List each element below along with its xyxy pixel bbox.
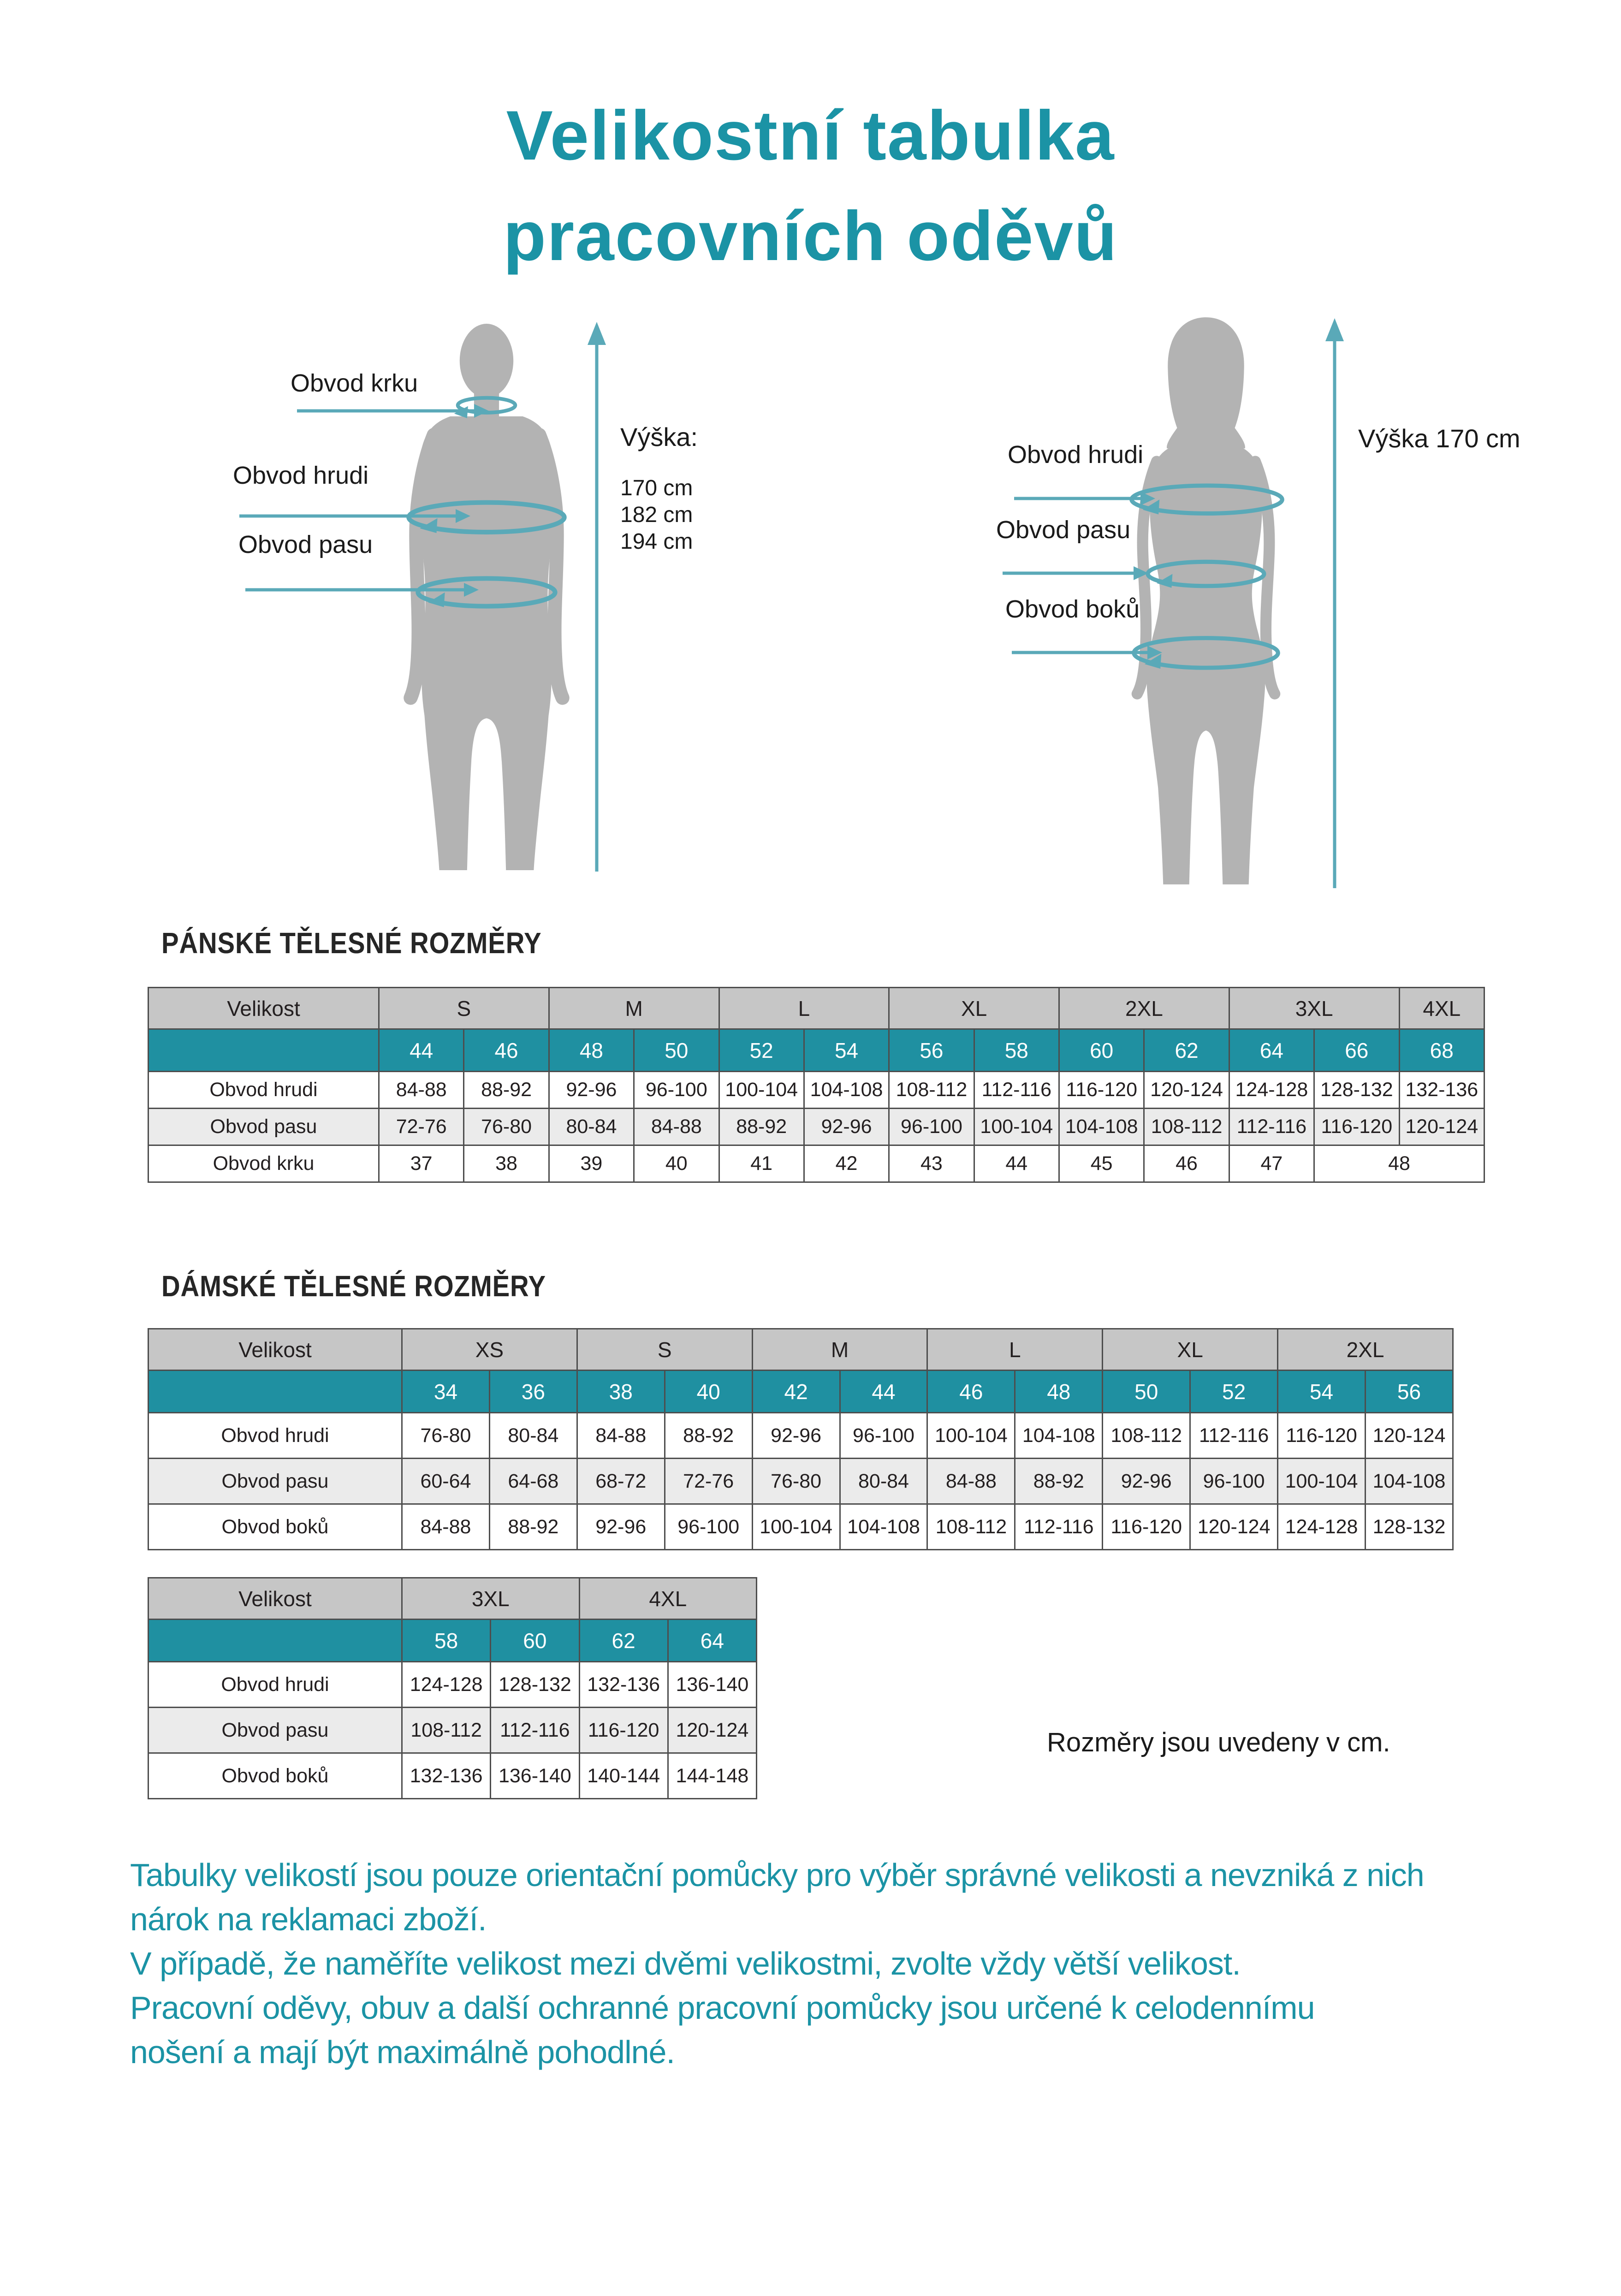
- size-number-cell: 48: [1015, 1370, 1103, 1413]
- size-number-cell: 64: [1229, 1029, 1314, 1072]
- size-group-cell: XL: [889, 988, 1059, 1029]
- measurement-value-cell: 144-148: [668, 1753, 756, 1799]
- size-number-cell: 56: [1365, 1370, 1453, 1413]
- measurement-value-cell: 41: [719, 1145, 804, 1182]
- measurement-value-cell: 92-96: [577, 1504, 665, 1550]
- measurement-value-cell: 120-124: [1190, 1504, 1278, 1550]
- measurement-row: [148, 1708, 757, 1753]
- size-corner-cell: Velikost: [148, 988, 379, 1029]
- male-height-arrow-icon: [582, 321, 612, 872]
- measurement-row: [148, 1145, 1484, 1182]
- female-height-arrow-icon: [1320, 317, 1349, 889]
- female-waist-arrow-icon: [1002, 564, 1149, 581]
- measurement-value-cell: 132-136: [1399, 1072, 1484, 1109]
- measurement-value-cell: 104-108: [1365, 1459, 1453, 1504]
- measurement-value-cell: 108-112: [927, 1504, 1015, 1550]
- measurement-value-cell: 128-132: [491, 1662, 579, 1708]
- size-number-cell: 34: [402, 1370, 490, 1413]
- female-waist-label: Obvod pasu: [996, 516, 1131, 544]
- measurement-value-cell: 116-120: [1059, 1072, 1144, 1109]
- measurement-value-cell: 116-120: [1314, 1109, 1399, 1145]
- measurement-value-cell: 124-128: [402, 1662, 491, 1708]
- measurement-value-cell: 132-136: [579, 1662, 668, 1708]
- mens-section-heading: PÁNSKÉ TĚLESNÉ ROZMĚRY: [161, 926, 542, 960]
- size-number-cell: 62: [579, 1620, 668, 1662]
- measurement-value-cell: 112-116: [974, 1072, 1059, 1109]
- measurement-row-label: Obvod hrudi: [148, 1072, 379, 1109]
- page-title: [0, 85, 1621, 286]
- page-title-line1: Velikostní tabulka: [506, 96, 1115, 175]
- measurement-row-label: Obvod boků: [148, 1504, 402, 1550]
- measurement-value-cell: 100-104: [1278, 1459, 1366, 1504]
- size-number-cell: 52: [1190, 1370, 1278, 1413]
- measurement-value-cell: 128-132: [1365, 1504, 1453, 1550]
- measurement-value-cell: 116-120: [1103, 1504, 1190, 1550]
- measurement-value-cell: 92-96: [1103, 1459, 1190, 1504]
- size-group-row: [148, 1329, 1453, 1370]
- size-number-cell: 62: [1144, 1029, 1229, 1072]
- measurement-row: [148, 1109, 1484, 1145]
- size-number-cell: 66: [1314, 1029, 1399, 1072]
- female-height-title: Výška 170 cm: [1358, 424, 1520, 453]
- measurement-value-cell: 72-76: [379, 1109, 464, 1145]
- measurement-row: [148, 1459, 1453, 1504]
- size-number-cell: 58: [974, 1029, 1059, 1072]
- size-group-cell: XS: [402, 1329, 577, 1370]
- page-title-line2: pracovních oděvů: [503, 197, 1118, 275]
- measurement-value-cell: 96-100: [665, 1504, 752, 1550]
- measurement-row: [148, 1413, 1453, 1459]
- female-chest-label: Obvod hrudi: [1008, 441, 1144, 469]
- measurement-value-cell: 112-116: [491, 1708, 579, 1753]
- male-height-value-1: 170 cm: [620, 476, 693, 500]
- measurement-value-cell: 100-104: [927, 1413, 1015, 1459]
- size-number-cell: 52: [719, 1029, 804, 1072]
- measurement-value-cell: 45: [1059, 1145, 1144, 1182]
- measurement-value-cell: 80-84: [549, 1109, 634, 1145]
- measurement-value-cell: 44: [974, 1145, 1059, 1182]
- measurement-value-cell: 96-100: [634, 1072, 719, 1109]
- measurement-value-cell: 100-104: [719, 1072, 804, 1109]
- measurement-row-label: Obvod boků: [148, 1753, 402, 1799]
- measurement-row-label: Obvod pasu: [148, 1708, 402, 1753]
- measurement-value-cell: 132-136: [402, 1753, 491, 1799]
- measurement-value-cell: 68-72: [577, 1459, 665, 1504]
- measurement-value-cell: 104-108: [1015, 1413, 1103, 1459]
- size-number-row: [148, 1370, 1453, 1413]
- measurement-value-cell: 47: [1229, 1145, 1314, 1182]
- size-group-row: [148, 1578, 757, 1620]
- measurement-value-cell: 100-104: [974, 1109, 1059, 1145]
- measurement-value-cell: 104-108: [840, 1504, 927, 1550]
- measurement-value-cell: 48: [1314, 1145, 1484, 1182]
- measurement-row-label: Obvod hrudi: [148, 1413, 402, 1459]
- measurement-value-cell: 88-92: [1015, 1459, 1103, 1504]
- male-chest-arrow-icon: [238, 507, 471, 524]
- measurement-value-cell: 116-120: [1278, 1413, 1366, 1459]
- measurement-value-cell: 76-80: [464, 1109, 549, 1145]
- female-hips-arrow-icon: [1011, 644, 1163, 660]
- measurement-value-cell: 42: [804, 1145, 889, 1182]
- size-group-cell: L: [719, 988, 889, 1029]
- measurement-value-cell: 40: [634, 1145, 719, 1182]
- size-number-cell: 36: [489, 1370, 577, 1413]
- measurement-value-cell: 120-124: [668, 1708, 756, 1753]
- measurement-value-cell: 124-128: [1229, 1072, 1314, 1109]
- measurement-value-cell: 120-124: [1144, 1072, 1229, 1109]
- size-number-cell: 54: [1278, 1370, 1366, 1413]
- measurement-value-cell: 84-88: [402, 1504, 490, 1550]
- male-height-title: Výška:: [620, 422, 698, 451]
- measurement-value-cell: 136-140: [491, 1753, 579, 1799]
- size-number-blank-cell: [148, 1029, 379, 1072]
- womens-section-heading: DÁMSKÉ TĚLESNÉ ROZMĚRY: [161, 1270, 546, 1303]
- footer-line-3: V případě, že naměříte velikost mezi dvěmi velikostmi, zvolte vždy větší velikost.: [130, 1946, 1241, 1982]
- measurement-value-cell: 38: [464, 1145, 549, 1182]
- measurement-value-cell: 39: [549, 1145, 634, 1182]
- male-waist-label: Obvod pasu: [238, 531, 373, 558]
- size-group-cell: 3XL: [1229, 988, 1399, 1029]
- measurement-value-cell: 124-128: [1278, 1504, 1366, 1550]
- footer-line-4: Pracovní oděvy, obuv a další ochranné pracovní pomůcky jsou určené k celodennímu: [130, 1990, 1315, 2026]
- measurement-value-cell: 112-116: [1229, 1109, 1314, 1145]
- male-neck-label: Obvod krku: [291, 369, 418, 397]
- measurement-value-cell: 108-112: [889, 1072, 974, 1109]
- footer-disclaimer: [130, 1853, 1424, 2074]
- size-number-cell: 58: [402, 1620, 491, 1662]
- size-number-row: [148, 1620, 757, 1662]
- measurement-value-cell: 84-88: [577, 1413, 665, 1459]
- size-number-cell: 46: [464, 1029, 549, 1072]
- measurement-value-cell: 88-92: [464, 1072, 549, 1109]
- female-hips-label: Obvod boků: [1005, 595, 1140, 623]
- measurement-value-cell: 88-92: [665, 1413, 752, 1459]
- measurement-value-cell: 84-88: [634, 1109, 719, 1145]
- size-number-cell: 54: [804, 1029, 889, 1072]
- size-group-cell: L: [927, 1329, 1103, 1370]
- footer-line-1: Tabulky velikostí jsou pouze orientační pomůcky pro výběr správné velikosti a nevzniká z nich: [130, 1857, 1424, 1893]
- measurement-value-cell: 96-100: [889, 1109, 974, 1145]
- size-number-cell: 42: [752, 1370, 840, 1413]
- measurement-row-label: Obvod krku: [148, 1145, 379, 1182]
- mens-size-table: [148, 987, 1485, 1183]
- measurement-value-cell: 76-80: [402, 1413, 490, 1459]
- size-number-cell: 60: [1059, 1029, 1144, 1072]
- male-height-value-2: 182 cm: [620, 503, 693, 527]
- size-group-cell: M: [549, 988, 719, 1029]
- size-number-cell: 68: [1399, 1029, 1484, 1072]
- female-chest-arrow-icon: [1013, 490, 1156, 506]
- size-number-blank-cell: [148, 1620, 402, 1662]
- size-number-cell: 44: [379, 1029, 464, 1072]
- size-number-cell: 44: [840, 1370, 927, 1413]
- measurement-value-cell: 60-64: [402, 1459, 490, 1504]
- size-number-cell: 40: [665, 1370, 752, 1413]
- measurement-value-cell: 80-84: [489, 1413, 577, 1459]
- measurement-value-cell: 76-80: [752, 1459, 840, 1504]
- measurement-value-cell: 96-100: [840, 1413, 927, 1459]
- size-corner-cell: Velikost: [148, 1329, 402, 1370]
- measurement-value-cell: 120-124: [1365, 1413, 1453, 1459]
- size-number-cell: 50: [1103, 1370, 1190, 1413]
- male-chest-label: Obvod hrudi: [233, 462, 369, 489]
- size-group-cell: XL: [1103, 1329, 1278, 1370]
- womens-size-table: [148, 1328, 1454, 1550]
- measurement-value-cell: 92-96: [549, 1072, 634, 1109]
- measurement-value-cell: 108-112: [1144, 1109, 1229, 1145]
- measurement-row: [148, 1072, 1484, 1109]
- measurement-row-label: Obvod pasu: [148, 1109, 379, 1145]
- male-neck-arrow-icon: [296, 402, 490, 419]
- measurement-value-cell: 92-96: [804, 1109, 889, 1145]
- male-waist-arrow-icon: [244, 581, 480, 598]
- size-corner-cell: Velikost: [148, 1578, 402, 1620]
- size-group-cell: 3XL: [402, 1578, 580, 1620]
- measurement-value-cell: 136-140: [668, 1662, 756, 1708]
- measurement-value-cell: 120-124: [1399, 1109, 1484, 1145]
- measurement-value-cell: 72-76: [665, 1459, 752, 1504]
- measurement-row-label: Obvod pasu: [148, 1459, 402, 1504]
- measurement-value-cell: 108-112: [402, 1708, 491, 1753]
- measurement-value-cell: 84-88: [379, 1072, 464, 1109]
- size-group-cell: M: [752, 1329, 927, 1370]
- measurement-value-cell: 108-112: [1103, 1413, 1190, 1459]
- units-note: Rozměry jsou uvedeny v cm.: [1047, 1727, 1390, 1757]
- measurement-value-cell: 64-68: [489, 1459, 577, 1504]
- measurement-value-cell: 43: [889, 1145, 974, 1182]
- measurement-value-cell: 104-108: [804, 1072, 889, 1109]
- measurement-value-cell: 84-88: [927, 1459, 1015, 1504]
- male-height-value-3: 194 cm: [620, 529, 693, 554]
- size-number-cell: 64: [668, 1620, 756, 1662]
- measurement-row: [148, 1662, 757, 1708]
- womens-extended-size-table: [148, 1577, 757, 1799]
- size-number-blank-cell: [148, 1370, 402, 1413]
- measurement-value-cell: 100-104: [752, 1504, 840, 1550]
- measurement-row: [148, 1504, 1453, 1550]
- footer-line-5: nošení a mají být maximálně pohodlné.: [130, 2034, 675, 2070]
- measurement-value-cell: 96-100: [1190, 1459, 1278, 1504]
- measurement-value-cell: 128-132: [1314, 1072, 1399, 1109]
- measurement-value-cell: 104-108: [1059, 1109, 1144, 1145]
- measurement-value-cell: 112-116: [1015, 1504, 1103, 1550]
- size-number-cell: 38: [577, 1370, 665, 1413]
- measurement-value-cell: 80-84: [840, 1459, 927, 1504]
- size-group-cell: 2XL: [1059, 988, 1229, 1029]
- size-group-cell: 4XL: [1399, 988, 1484, 1029]
- size-group-cell: 4XL: [579, 1578, 757, 1620]
- measurement-row-label: Obvod hrudi: [148, 1662, 402, 1708]
- size-number-cell: 48: [549, 1029, 634, 1072]
- measurement-value-cell: 92-96: [752, 1413, 840, 1459]
- size-group-row: [148, 988, 1484, 1029]
- male-height-values: [620, 475, 693, 555]
- size-group-cell: S: [577, 1329, 752, 1370]
- measurement-value-cell: 37: [379, 1145, 464, 1182]
- size-group-cell: S: [379, 988, 549, 1029]
- size-number-cell: 60: [491, 1620, 579, 1662]
- measurement-value-cell: 88-92: [489, 1504, 577, 1550]
- measurement-value-cell: 88-92: [719, 1109, 804, 1145]
- measurement-value-cell: 140-144: [579, 1753, 668, 1799]
- measurement-value-cell: 116-120: [579, 1708, 668, 1753]
- size-number-cell: 56: [889, 1029, 974, 1072]
- size-group-cell: 2XL: [1278, 1329, 1453, 1370]
- measurement-row: [148, 1753, 757, 1799]
- measurement-value-cell: 112-116: [1190, 1413, 1278, 1459]
- footer-line-2: nárok na reklamaci zboží.: [130, 1901, 487, 1937]
- size-number-cell: 50: [634, 1029, 719, 1072]
- size-number-cell: 46: [927, 1370, 1015, 1413]
- measurement-value-cell: 46: [1144, 1145, 1229, 1182]
- size-number-row: [148, 1029, 1484, 1072]
